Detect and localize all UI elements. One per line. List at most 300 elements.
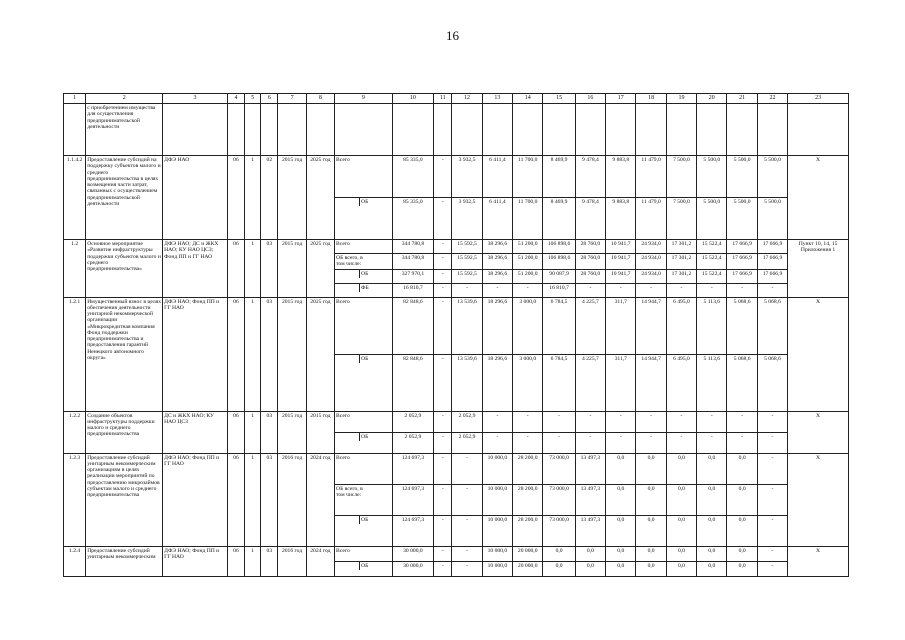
code-cell xyxy=(245,104,261,156)
funding-label: Всего xyxy=(336,454,350,461)
funding-kind: ОБ xyxy=(359,433,382,441)
value-cell: - xyxy=(697,432,727,453)
value-cell: - xyxy=(513,283,543,297)
column-number-17: 17 xyxy=(606,94,636,104)
value-cell xyxy=(697,104,727,156)
value-cell xyxy=(434,104,452,156)
value-cell: - xyxy=(666,283,696,297)
value-cell: 0,0 xyxy=(606,561,636,576)
value-cell: - xyxy=(697,283,727,297)
funding-source-cell xyxy=(335,156,393,198)
row-number-cell: 1.2 xyxy=(64,240,86,298)
value-cell xyxy=(513,104,543,156)
value-cell: 2 052,9 xyxy=(392,411,433,432)
value-cell xyxy=(482,104,512,156)
column-number-21: 21 xyxy=(727,94,757,104)
funding-source-cell xyxy=(335,254,393,270)
value-cell: - xyxy=(482,432,512,453)
value-cell: - xyxy=(606,283,636,297)
value-cell: 10 000,0 xyxy=(482,546,512,561)
budget-table xyxy=(63,93,849,577)
value-cell: 51 200,0 xyxy=(513,240,543,254)
start-year-cell: 2016 год xyxy=(278,453,306,546)
value-cell xyxy=(757,104,787,156)
code-cell: 03 xyxy=(261,546,278,576)
value-cell: - xyxy=(757,283,787,297)
value-cell: 0,0 xyxy=(697,546,727,561)
value-cell: 13 497,3 xyxy=(575,515,605,546)
funding-source-cell xyxy=(335,354,393,411)
funding-label xyxy=(335,270,359,278)
value-cell: 0,0 xyxy=(666,484,696,515)
value-cell: - xyxy=(434,546,452,561)
value-cell xyxy=(392,104,433,156)
row-number-cell: 1.2.4 xyxy=(64,546,86,576)
value-cell: - xyxy=(434,354,452,411)
value-cell: 11 700,0 xyxy=(513,198,543,240)
value-cell: 28 760,0 xyxy=(575,240,605,254)
value-cell: 5 113,6 xyxy=(697,297,727,354)
funding-source-cell xyxy=(335,104,393,156)
value-cell: - xyxy=(666,432,696,453)
value-cell: 73 000,0 xyxy=(543,453,575,484)
executor-cell: ДФЭ НАО; Фонд ПП и ГГ НАО xyxy=(163,453,228,546)
funding-kind xyxy=(370,485,392,500)
end-year-cell: 2024 год xyxy=(306,453,334,546)
value-cell: - xyxy=(575,432,605,453)
value-cell: - xyxy=(666,411,696,432)
value-cell: 10 000,0 xyxy=(482,453,512,484)
funding-label: ОБ всего, в том числе: xyxy=(336,255,363,268)
funding-kind: ОБ xyxy=(359,355,382,363)
value-cell: - xyxy=(727,411,757,432)
value-cell: 8 469,9 xyxy=(543,198,575,240)
column-number-23: 23 xyxy=(788,94,849,104)
value-cell: 15 522,4 xyxy=(697,254,727,270)
value-cell xyxy=(727,104,757,156)
value-cell: 28 760,0 xyxy=(575,254,605,270)
funding-kind: ОБ xyxy=(359,562,382,570)
value-cell: - xyxy=(575,411,605,432)
funding-label: Всего xyxy=(336,157,350,163)
executor-cell: ДФЭ НАО; Фонд ПП и ГГ НАО xyxy=(163,297,228,411)
executor-cell xyxy=(163,104,228,156)
note-cell: X xyxy=(788,411,849,453)
funding-source-cell xyxy=(335,515,393,546)
value-cell: - xyxy=(452,515,482,546)
value-cell: - xyxy=(757,432,787,453)
value-cell: 28 200,0 xyxy=(513,453,543,484)
value-cell: - xyxy=(575,283,605,297)
table-row xyxy=(64,453,849,484)
code-cell: 1 xyxy=(245,453,261,546)
measure-name-cell: Создание объектов инфраструктуры поддержки малого и среднего предпринимательства xyxy=(86,411,163,453)
value-cell: - xyxy=(757,515,787,546)
value-cell: 0,0 xyxy=(606,453,636,484)
table-row xyxy=(64,240,849,254)
measure-name-cell: с приобретением имущества для осуществления предпринимательской деятельности xyxy=(86,104,163,156)
column-number-16: 16 xyxy=(575,94,605,104)
value-cell: 13 539,6 xyxy=(452,297,482,354)
value-cell: 5 113,6 xyxy=(697,354,727,411)
value-cell: 9 883,8 xyxy=(606,156,636,198)
value-cell: 17 666,9 xyxy=(727,269,757,283)
column-number-2: 2 xyxy=(86,94,163,104)
column-number-19: 19 xyxy=(666,94,696,104)
value-cell: 5 068,6 xyxy=(757,297,787,354)
value-cell: 13 497,3 xyxy=(575,453,605,484)
value-cell: 17 666,9 xyxy=(757,269,787,283)
column-number-8: 8 xyxy=(306,94,334,104)
value-cell: 6 411,4 xyxy=(482,156,512,198)
value-cell: 3 000,0 xyxy=(513,354,543,411)
value-cell: 15 522,4 xyxy=(697,269,727,283)
code-cell: 1 xyxy=(245,297,261,411)
value-cell: 17 666,9 xyxy=(727,254,757,270)
funding-label xyxy=(335,516,359,524)
value-cell: 5 068,6 xyxy=(757,354,787,411)
funding-source-cell xyxy=(335,561,393,576)
value-cell: 0,0 xyxy=(636,546,666,561)
value-cell: 0,0 xyxy=(697,484,727,515)
value-cell: 24 934,0 xyxy=(636,254,666,270)
value-cell: 5 500,0 xyxy=(727,156,757,198)
funding-source-cell xyxy=(335,546,393,561)
value-cell: 38 296,6 xyxy=(482,269,512,283)
column-number-6: 6 xyxy=(261,94,278,104)
value-cell: 17 301,2 xyxy=(666,269,696,283)
value-cell: - xyxy=(434,432,452,453)
page-number: 16 xyxy=(446,28,459,43)
value-cell: 9 478,4 xyxy=(575,198,605,240)
start-year-cell: 2015 год xyxy=(278,240,306,298)
value-cell: 0,0 xyxy=(727,484,757,515)
value-cell: 0,0 xyxy=(543,546,575,561)
funding-source-cell xyxy=(335,240,393,254)
end-year-cell: 2025 год xyxy=(306,297,334,411)
value-cell: 17 666,9 xyxy=(757,240,787,254)
value-cell: 17 301,2 xyxy=(666,254,696,270)
value-cell: - xyxy=(757,484,787,515)
value-cell: 30 000,0 xyxy=(392,546,433,561)
value-cell: 106 898,6 xyxy=(543,254,575,270)
column-number-row xyxy=(64,94,849,104)
funding-kind: ОБ xyxy=(359,516,382,524)
column-number-7: 7 xyxy=(278,94,306,104)
funding-kind: ОБ xyxy=(359,198,382,206)
value-cell: 5 500,0 xyxy=(727,198,757,240)
value-cell: 10 941,7 xyxy=(606,254,636,270)
value-cell: 0,0 xyxy=(666,453,696,484)
value-cell: 0,0 xyxy=(666,561,696,576)
start-year-cell: 2016 год xyxy=(278,546,306,576)
funding-label xyxy=(335,104,370,106)
measure-name-cell: Имущественный взнос в целях обеспечения деятельности унитарной некоммерческой организации «Микрокредитная компания Фонд поддержки предпринимательства и предоставления гарантий Ненецкого автономного округа» xyxy=(86,297,163,411)
code-cell: 06 xyxy=(227,240,244,298)
funding-kind xyxy=(370,240,392,248)
value-cell: - xyxy=(434,240,452,254)
column-number-20: 20 xyxy=(697,94,727,104)
value-cell: 344 780,8 xyxy=(392,240,433,254)
end-year-cell xyxy=(306,104,334,156)
column-number-11: 11 xyxy=(434,94,452,104)
value-cell: - xyxy=(452,283,482,297)
value-cell: 3 932,5 xyxy=(452,156,482,198)
funding-source-cell xyxy=(335,432,393,453)
value-cell: - xyxy=(757,411,787,432)
value-cell: 15 592,5 xyxy=(452,254,482,270)
funding-kind xyxy=(370,254,392,269)
value-cell: 9 478,4 xyxy=(575,156,605,198)
start-year-cell: 2015 год xyxy=(278,411,306,453)
code-cell: 03 xyxy=(261,453,278,546)
value-cell: 5 500,0 xyxy=(757,156,787,198)
column-number-12: 12 xyxy=(452,94,482,104)
note-cell xyxy=(788,104,849,156)
value-cell: - xyxy=(434,515,452,546)
funding-kind xyxy=(370,104,392,106)
value-cell: - xyxy=(452,561,482,576)
value-cell: 73 000,0 xyxy=(543,484,575,515)
measure-name-cell: Основное мероприятие «Развитие инфраструктуры поддержки субъектов малого и среднего предпринимательства» xyxy=(86,240,163,298)
code-cell: 1 xyxy=(245,240,261,298)
value-cell: 10 941,7 xyxy=(606,240,636,254)
value-cell: 17 666,9 xyxy=(727,240,757,254)
code-cell: 02 xyxy=(261,156,278,240)
value-cell: - xyxy=(757,453,787,484)
value-cell: 18 296,6 xyxy=(482,354,512,411)
code-cell: 03 xyxy=(261,297,278,411)
value-cell: 0,0 xyxy=(575,561,605,576)
funding-label: Всего xyxy=(336,241,350,247)
value-cell: - xyxy=(452,546,482,561)
value-cell: 17 666,9 xyxy=(757,254,787,270)
executor-cell: ДФЭ НАО; ДС и ЖКХ НАО; КУ НАО ЦСЗ; Фонд ПП и ГГ НАО xyxy=(163,240,228,298)
funding-source-cell xyxy=(335,283,393,297)
value-cell: - xyxy=(434,297,452,354)
funding-source-cell xyxy=(335,484,393,515)
measure-name-cell: Предоставление субсидий на поддержку субъектов малого и среднего предпринимательства в целях возмещения части затрат, связанных с осуществлением предпринимательской деятельности xyxy=(86,156,163,240)
value-cell: - xyxy=(434,411,452,432)
value-cell: 28 200,0 xyxy=(513,515,543,546)
column-number-4: 4 xyxy=(227,94,244,104)
row-number-cell xyxy=(64,104,86,156)
value-cell: 14 944,7 xyxy=(636,297,666,354)
value-cell: 0,0 xyxy=(636,484,666,515)
value-cell: 6 495,0 xyxy=(666,297,696,354)
value-cell: 18 296,6 xyxy=(482,297,512,354)
value-cell: 7 500,0 xyxy=(666,198,696,240)
value-cell: - xyxy=(727,432,757,453)
value-cell: 0,0 xyxy=(727,561,757,576)
value-cell: 13 539,6 xyxy=(452,354,482,411)
value-cell: 28 200,0 xyxy=(513,484,543,515)
start-year-cell xyxy=(278,104,306,156)
code-cell: 06 xyxy=(227,453,244,546)
funding-kind: ОБ xyxy=(359,270,382,278)
row-number-cell: 1.2.3 xyxy=(64,453,86,546)
code-cell xyxy=(227,104,244,156)
value-cell: 5 068,6 xyxy=(727,354,757,411)
value-cell: 11 479,0 xyxy=(636,156,666,198)
value-cell: 0,0 xyxy=(636,515,666,546)
value-cell: 4 225,7 xyxy=(575,354,605,411)
value-cell: 0,0 xyxy=(636,453,666,484)
value-cell: - xyxy=(434,254,452,270)
executor-cell: ДФЭ НАО; Фонд ПП и ГГ НАО xyxy=(163,546,228,576)
value-cell: 82 848,6 xyxy=(392,297,433,354)
end-year-cell: 2024 год xyxy=(306,546,334,576)
column-number-10: 10 xyxy=(392,94,433,104)
value-cell: 311,7 xyxy=(606,354,636,411)
value-cell: 10 000,0 xyxy=(482,484,512,515)
value-cell: 15 522,4 xyxy=(697,240,727,254)
column-number-9: 9 xyxy=(335,94,393,104)
value-cell: 38 296,6 xyxy=(482,240,512,254)
value-cell: 10 000,0 xyxy=(482,561,512,576)
column-number-22: 22 xyxy=(757,94,787,104)
funding-kind xyxy=(370,298,392,306)
funding-label xyxy=(335,198,359,206)
value-cell: - xyxy=(434,156,452,198)
value-cell: - xyxy=(434,453,452,484)
value-cell: 7 500,0 xyxy=(666,156,696,198)
funding-label xyxy=(335,355,359,363)
value-cell: - xyxy=(482,411,512,432)
value-cell: 51 200,0 xyxy=(513,269,543,283)
funding-kind xyxy=(370,547,392,555)
funding-label: Всего xyxy=(336,412,350,419)
value-cell: - xyxy=(757,561,787,576)
value-cell: 0,0 xyxy=(697,453,727,484)
value-cell: 10 000,0 xyxy=(482,515,512,546)
value-cell: - xyxy=(543,411,575,432)
value-cell: 327 970,1 xyxy=(392,269,433,283)
value-cell: - xyxy=(543,432,575,453)
value-cell: 24 934,0 xyxy=(636,240,666,254)
note-cell: X xyxy=(788,156,849,240)
value-cell: 3 000,0 xyxy=(513,297,543,354)
funding-kind xyxy=(370,412,392,420)
value-cell: - xyxy=(434,198,452,240)
value-cell: - xyxy=(513,411,543,432)
note-cell: X xyxy=(788,546,849,576)
value-cell: 17 301,2 xyxy=(666,240,696,254)
table-row xyxy=(64,297,849,354)
value-cell: - xyxy=(606,411,636,432)
value-cell: 6 411,4 xyxy=(482,198,512,240)
value-cell: - xyxy=(636,411,666,432)
value-cell: - xyxy=(434,561,452,576)
value-cell: 0,0 xyxy=(666,515,696,546)
column-number-14: 14 xyxy=(513,94,543,104)
value-cell: 5 500,0 xyxy=(757,198,787,240)
value-cell: - xyxy=(606,432,636,453)
column-number-13: 13 xyxy=(482,94,512,104)
value-cell: 0,0 xyxy=(727,546,757,561)
value-cell: 16 810,7 xyxy=(543,283,575,297)
funding-label: Всего xyxy=(336,298,350,305)
measure-name-cell: Предоставление субсидий унитарным некоммерческим xyxy=(86,546,163,576)
table-row xyxy=(64,104,849,156)
funding-source-cell xyxy=(335,411,393,432)
value-cell: 5 068,6 xyxy=(727,297,757,354)
end-year-cell: 2015 год xyxy=(306,411,334,453)
value-cell: - xyxy=(727,283,757,297)
value-cell: 0,0 xyxy=(636,561,666,576)
value-cell xyxy=(452,104,482,156)
value-cell: 6 784,5 xyxy=(543,354,575,411)
value-cell: 85 335,0 xyxy=(392,156,433,198)
value-cell: 90 087,9 xyxy=(543,269,575,283)
funding-source-cell xyxy=(335,198,393,240)
measure-name-cell: Предоставление субсидий унитарным некоммерческим организациям в целях реализации мероприятий по предоставлению микрозаймов субъектам малого и среднего предпринимательства xyxy=(86,453,163,546)
value-cell: 106 898,6 xyxy=(543,240,575,254)
value-cell: 13 497,3 xyxy=(575,484,605,515)
funding-label xyxy=(335,433,359,441)
code-cell: 1 xyxy=(245,546,261,576)
value-cell xyxy=(543,104,575,156)
value-cell: 344 780,8 xyxy=(392,254,433,270)
value-cell: - xyxy=(434,484,452,515)
value-cell: 51 200,0 xyxy=(513,254,543,270)
value-cell: 5 500,0 xyxy=(697,156,727,198)
table-row xyxy=(64,546,849,561)
column-number-15: 15 xyxy=(543,94,575,104)
value-cell: 0,0 xyxy=(666,546,696,561)
value-cell: 85 335,0 xyxy=(392,198,433,240)
value-cell: 8 469,9 xyxy=(543,156,575,198)
value-cell: 16 810,7 xyxy=(392,283,433,297)
code-cell: 1 xyxy=(245,156,261,240)
value-cell: - xyxy=(452,453,482,484)
code-cell: 06 xyxy=(227,156,244,240)
code-cell xyxy=(261,104,278,156)
table-row xyxy=(64,156,849,198)
value-cell: 11 479,0 xyxy=(636,198,666,240)
value-cell: 9 883,8 xyxy=(606,198,636,240)
row-number-cell: 1.2.2 xyxy=(64,411,86,453)
value-cell: 15 592,5 xyxy=(452,269,482,283)
start-year-cell: 2015 год xyxy=(278,156,306,240)
value-cell: - xyxy=(452,484,482,515)
value-cell: 5 500,0 xyxy=(697,198,727,240)
value-cell xyxy=(606,104,636,156)
value-cell: 0,0 xyxy=(606,484,636,515)
value-cell: 0,0 xyxy=(727,453,757,484)
value-cell: 6 495,0 xyxy=(666,354,696,411)
value-cell: - xyxy=(697,411,727,432)
value-cell: - xyxy=(757,546,787,561)
table-row xyxy=(64,411,849,432)
funding-kind xyxy=(370,156,392,164)
end-year-cell: 2025 год xyxy=(306,240,334,298)
value-cell: 0,0 xyxy=(697,515,727,546)
note-cell: X xyxy=(788,297,849,411)
funding-label xyxy=(335,562,359,570)
value-cell: 2 052,9 xyxy=(452,432,482,453)
note-cell: Пункт 10, 14, 15 Приложения 1 xyxy=(788,240,849,298)
value-cell: 0,0 xyxy=(606,515,636,546)
value-cell: - xyxy=(434,283,452,297)
value-cell: 10 941,7 xyxy=(606,269,636,283)
value-cell: 24 934,0 xyxy=(636,269,666,283)
end-year-cell: 2025 год xyxy=(306,156,334,240)
value-cell: 0,0 xyxy=(543,561,575,576)
row-number-cell: 1.2.1 xyxy=(64,297,86,411)
funding-kind: ФБ xyxy=(359,284,382,292)
value-cell: 3 932,5 xyxy=(452,198,482,240)
